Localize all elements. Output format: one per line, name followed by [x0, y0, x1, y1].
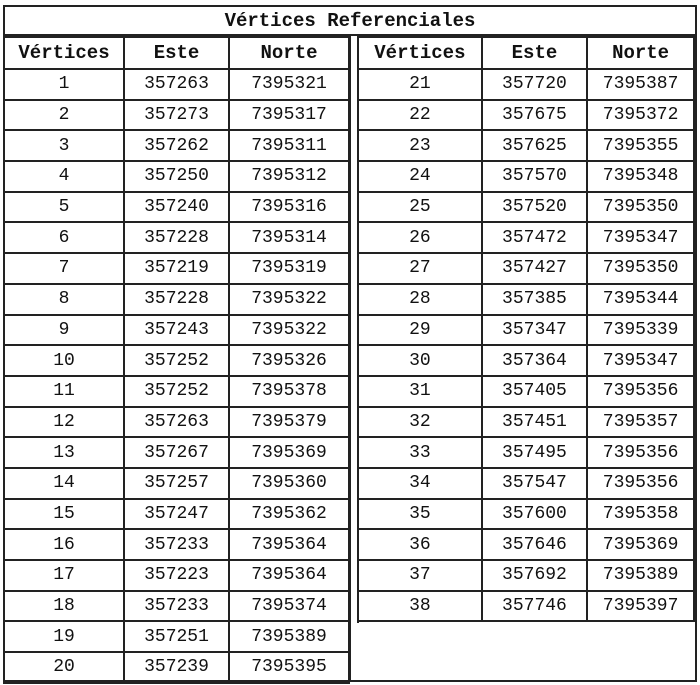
north-cell: 7395379 — [229, 407, 349, 438]
north-cell: 7395356 — [587, 376, 694, 407]
north-cell: 7395364 — [229, 529, 349, 560]
vertex-cell: 12 — [4, 407, 124, 438]
vertex-cell: 37 — [358, 560, 482, 591]
table-row — [358, 468, 694, 499]
vertex-cell: 30 — [358, 345, 482, 376]
table-row — [4, 315, 349, 346]
vertex-cell: 32 — [358, 407, 482, 438]
east-cell: 357233 — [124, 591, 229, 622]
north-cell: 7395312 — [229, 161, 349, 192]
table-row — [4, 345, 349, 376]
table-row — [358, 161, 694, 192]
east-cell: 357247 — [124, 499, 229, 530]
vertex-cell: 7 — [4, 253, 124, 284]
east-cell: 357257 — [124, 468, 229, 499]
east-cell: 357233 — [124, 529, 229, 560]
vertex-cell: 24 — [358, 161, 482, 192]
north-cell: 7395317 — [229, 100, 349, 131]
north-cell: 7395347 — [587, 222, 694, 253]
east-cell: 357267 — [124, 437, 229, 468]
table-row — [358, 345, 694, 376]
vertex-cell: 27 — [358, 253, 482, 284]
north-cell: 7395344 — [587, 284, 694, 315]
east-cell: 357250 — [124, 161, 229, 192]
east-cell: 357570 — [482, 161, 587, 192]
vertex-cell: 38 — [358, 591, 482, 622]
north-cell: 7395369 — [587, 529, 694, 560]
east-cell: 357239 — [124, 652, 229, 683]
east-cell: 357520 — [482, 192, 587, 223]
vertex-cell: 2 — [4, 100, 124, 131]
table-row — [4, 652, 349, 683]
north-cell: 7395319 — [229, 253, 349, 284]
header-vertices: Vértices — [358, 37, 482, 69]
table-row — [4, 253, 349, 284]
north-cell: 7395326 — [229, 345, 349, 376]
header-row — [4, 37, 349, 69]
north-cell: 7395356 — [587, 437, 694, 468]
east-cell: 357273 — [124, 100, 229, 131]
east-cell: 357252 — [124, 376, 229, 407]
table-row — [4, 69, 349, 100]
vertex-cell: 17 — [4, 560, 124, 591]
vertex-cell: 18 — [4, 591, 124, 622]
vertex-cell: 35 — [358, 499, 482, 530]
vertex-cell: 28 — [358, 284, 482, 315]
north-cell: 7395356 — [587, 468, 694, 499]
table-row — [4, 222, 349, 253]
vertex-cell: 23 — [358, 130, 482, 161]
table-row — [4, 100, 349, 131]
north-cell: 7395362 — [229, 499, 349, 530]
vertex-cell: 16 — [4, 529, 124, 560]
right-table — [357, 36, 695, 622]
north-cell: 7395360 — [229, 468, 349, 499]
vertex-cell: 29 — [358, 315, 482, 346]
table-row — [4, 560, 349, 591]
vertex-cell: 25 — [358, 192, 482, 223]
east-cell: 357223 — [124, 560, 229, 591]
east-cell: 357364 — [482, 345, 587, 376]
east-cell: 357746 — [482, 591, 587, 622]
east-cell: 357547 — [482, 468, 587, 499]
east-cell: 357625 — [482, 130, 587, 161]
east-cell: 357427 — [482, 253, 587, 284]
vertex-cell: 22 — [358, 100, 482, 131]
north-cell: 7395357 — [587, 407, 694, 438]
table-row — [358, 284, 694, 315]
header-east: Este — [124, 37, 229, 69]
vertex-cell: 34 — [358, 468, 482, 499]
vertex-cell: 10 — [4, 345, 124, 376]
east-cell: 357228 — [124, 222, 229, 253]
header-north: Norte — [229, 37, 349, 69]
east-cell: 357252 — [124, 345, 229, 376]
vertex-cell: 14 — [4, 468, 124, 499]
vertex-cell: 9 — [4, 315, 124, 346]
vertex-cell: 31 — [358, 376, 482, 407]
north-cell: 7395311 — [229, 130, 349, 161]
north-cell: 7395348 — [587, 161, 694, 192]
table-row — [358, 100, 694, 131]
table-row — [4, 499, 349, 530]
table-row — [4, 621, 349, 652]
north-cell: 7395387 — [587, 69, 694, 100]
table-row — [358, 192, 694, 223]
table-row — [358, 437, 694, 468]
north-cell: 7395339 — [587, 315, 694, 346]
table-row — [358, 253, 694, 284]
vertex-cell: 6 — [4, 222, 124, 253]
east-cell: 357675 — [482, 100, 587, 131]
table-row — [4, 130, 349, 161]
east-cell: 357251 — [124, 621, 229, 652]
north-cell: 7395316 — [229, 192, 349, 223]
east-cell: 357263 — [124, 69, 229, 100]
vertex-cell: 21 — [358, 69, 482, 100]
east-cell: 357347 — [482, 315, 587, 346]
vertex-cell: 3 — [4, 130, 124, 161]
table-row — [358, 499, 694, 530]
table-row — [358, 591, 694, 622]
header-vertices: Vértices — [4, 37, 124, 69]
east-cell: 357228 — [124, 284, 229, 315]
east-cell: 357646 — [482, 529, 587, 560]
table-row — [4, 284, 349, 315]
table-row — [4, 529, 349, 560]
vertex-cell: 26 — [358, 222, 482, 253]
north-cell: 7395364 — [229, 560, 349, 591]
table-row — [358, 315, 694, 346]
table-row — [4, 192, 349, 223]
header-north: Norte — [587, 37, 694, 69]
north-cell: 7395369 — [229, 437, 349, 468]
north-cell: 7395347 — [587, 345, 694, 376]
vertex-cell: 36 — [358, 529, 482, 560]
north-cell: 7395321 — [229, 69, 349, 100]
vertex-cell: 8 — [4, 284, 124, 315]
vertices-table — [3, 5, 697, 682]
east-cell: 357600 — [482, 499, 587, 530]
north-cell: 7395350 — [587, 253, 694, 284]
table-row — [358, 222, 694, 253]
vertex-cell: 19 — [4, 621, 124, 652]
north-cell: 7395355 — [587, 130, 694, 161]
vertex-cell: 33 — [358, 437, 482, 468]
east-cell: 357385 — [482, 284, 587, 315]
table-row — [4, 376, 349, 407]
table-row — [4, 161, 349, 192]
east-cell: 357720 — [482, 69, 587, 100]
vertex-cell: 4 — [4, 161, 124, 192]
east-cell: 357243 — [124, 315, 229, 346]
table-title: Vértices Referenciales — [5, 7, 695, 36]
empty-area — [357, 623, 695, 680]
vertex-cell: 5 — [4, 192, 124, 223]
east-cell: 357472 — [482, 222, 587, 253]
table-row — [4, 407, 349, 438]
table-row — [358, 560, 694, 591]
north-cell: 7395358 — [587, 499, 694, 530]
east-cell: 357451 — [482, 407, 587, 438]
east-cell: 357405 — [482, 376, 587, 407]
table-row — [358, 407, 694, 438]
header-row — [358, 37, 694, 69]
table-row — [358, 529, 694, 560]
vertex-cell: 13 — [4, 437, 124, 468]
east-cell: 357240 — [124, 192, 229, 223]
vertex-cell: 15 — [4, 499, 124, 530]
left-table — [3, 36, 350, 684]
north-cell: 7395314 — [229, 222, 349, 253]
vertex-cell: 20 — [4, 652, 124, 683]
table-row — [358, 130, 694, 161]
east-cell: 357219 — [124, 253, 229, 284]
north-cell: 7395322 — [229, 315, 349, 346]
north-cell: 7395389 — [587, 560, 694, 591]
table-row — [4, 468, 349, 499]
north-cell: 7395395 — [229, 652, 349, 683]
table-row — [4, 591, 349, 622]
east-cell: 357495 — [482, 437, 587, 468]
north-cell: 7395374 — [229, 591, 349, 622]
east-cell: 357692 — [482, 560, 587, 591]
east-cell: 357262 — [124, 130, 229, 161]
vertex-cell: 11 — [4, 376, 124, 407]
header-east: Este — [482, 37, 587, 69]
table-row — [358, 376, 694, 407]
table-row — [4, 437, 349, 468]
north-cell: 7395350 — [587, 192, 694, 223]
north-cell: 7395378 — [229, 376, 349, 407]
north-cell: 7395397 — [587, 591, 694, 622]
east-cell: 357263 — [124, 407, 229, 438]
north-cell: 7395372 — [587, 100, 694, 131]
vertex-cell: 1 — [4, 69, 124, 100]
table-row — [358, 69, 694, 100]
north-cell: 7395322 — [229, 284, 349, 315]
north-cell: 7395389 — [229, 621, 349, 652]
